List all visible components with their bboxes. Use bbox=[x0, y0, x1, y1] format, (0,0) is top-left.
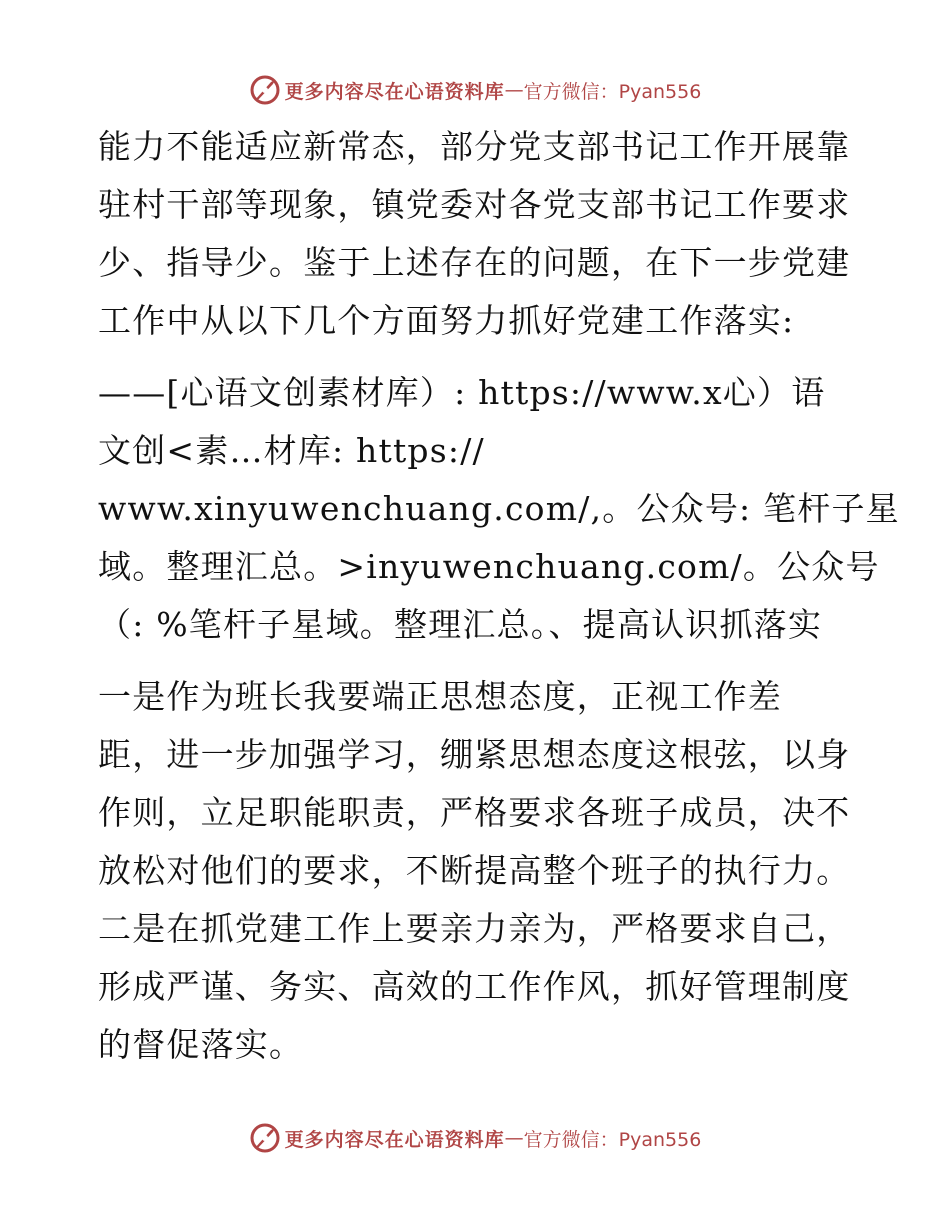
text-line: 形成严谨、务实、高效的工作作风，抓好管理制度 bbox=[98, 967, 851, 1006]
text-line: 驻村干部等现象，镇党委对各党支部书记工作要求 bbox=[98, 185, 851, 224]
text-line: 放松对他们的要求，不断提高整个班子的执行力。 bbox=[98, 851, 851, 890]
text-line: （: %笔杆子星域。整理汇总。、提高认识抓落实 bbox=[98, 605, 823, 644]
text-line: 少、指导少。鉴于上述存在的问题，在下一步党建 bbox=[98, 243, 851, 282]
header-brand-text: 更多内容尽在心语资料库 bbox=[284, 80, 505, 103]
quill-pen-circle-icon bbox=[249, 74, 281, 106]
paragraph-3 bbox=[98, 668, 858, 1074]
text-line: 工作中从以下几个方面努力抓好党建工作落实: bbox=[98, 301, 795, 340]
paragraph-2 bbox=[98, 364, 900, 654]
text-line: 二是在抓党建工作上要亲力亲为，严格要求自己， bbox=[98, 909, 851, 948]
footer-brand-text: 更多内容尽在心语资料库 bbox=[284, 1128, 505, 1151]
text-line: 的督促落实。 bbox=[98, 1025, 304, 1064]
header-wechat-text: 官方微信：Pyan556 bbox=[523, 80, 702, 103]
text-line: 距，进一步加强学习，绷紧思想态度这根弦，以身 bbox=[98, 735, 851, 774]
text-line: 文创<素…材库: https:// bbox=[98, 431, 485, 470]
text-line: 域。整理汇总。>inyuwenchuang.com/。公众号 bbox=[98, 547, 880, 586]
footer-banner bbox=[0, 1118, 950, 1158]
text-line: 能力不能适应新常态，部分党支部书记工作开展靠 bbox=[98, 127, 851, 166]
footer-separator: — bbox=[504, 1127, 524, 1149]
header-separator: — bbox=[504, 79, 524, 101]
text-line: 一是作为班长我要端正思想态度，正视工作差 bbox=[98, 677, 782, 716]
header-banner bbox=[0, 70, 950, 110]
text-line: www.xinyuwenchuang.com/,。公众号: 笔杆子星 bbox=[98, 489, 900, 528]
paragraph-1 bbox=[98, 118, 858, 350]
quill-pen-circle-icon bbox=[249, 1122, 281, 1154]
footer-wechat-text: 官方微信：Pyan556 bbox=[523, 1128, 702, 1151]
document-body bbox=[98, 118, 900, 1074]
text-line: ——[心语文创素材库）: https://www.x心）语 bbox=[98, 373, 826, 412]
text-line: 作则，立足职能职责，严格要求各班子成员，决不 bbox=[98, 793, 851, 832]
paragraph-gap bbox=[98, 350, 858, 364]
paragraph-gap bbox=[98, 654, 858, 668]
